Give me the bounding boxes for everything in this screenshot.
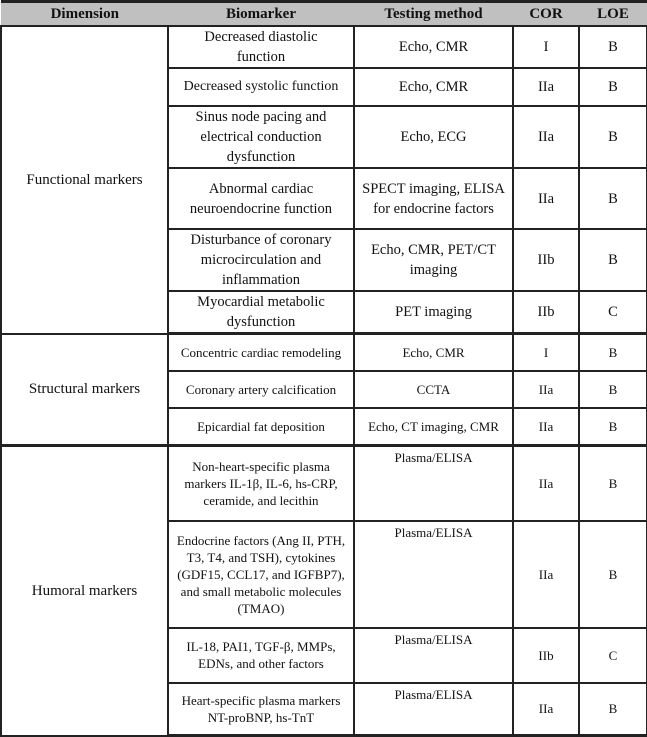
biomarker-cell: Myocardial metabolic dysfunction bbox=[168, 291, 354, 334]
table-body bbox=[1, 26, 647, 736]
header-loe: LOE bbox=[579, 2, 647, 27]
method-cell: Plasma/ELISA bbox=[354, 446, 513, 521]
loe-cell: B bbox=[579, 68, 647, 106]
table-row bbox=[1, 334, 647, 371]
biomarker-cell: Decreased diastolic function bbox=[168, 26, 354, 68]
cor-cell: IIa bbox=[513, 371, 579, 408]
cor-cell: IIa bbox=[513, 446, 579, 521]
loe-cell: B bbox=[579, 371, 647, 408]
method-cell: SPECT imaging, ELISA for endocrine factors bbox=[354, 168, 513, 229]
loe-cell: B bbox=[579, 168, 647, 229]
method-cell: Echo, CMR bbox=[354, 26, 513, 68]
biomarker-cell: Coronary artery calcification bbox=[168, 371, 354, 408]
header-biomarker: Biomarker bbox=[168, 2, 354, 27]
cor-cell: IIa bbox=[513, 168, 579, 229]
header-cor: COR bbox=[513, 2, 579, 27]
loe-cell: B bbox=[579, 229, 647, 291]
method-cell: Echo, CMR bbox=[354, 68, 513, 106]
loe-cell: B bbox=[579, 334, 647, 371]
table-header bbox=[1, 2, 647, 27]
cor-cell: IIb bbox=[513, 291, 579, 334]
method-cell: Plasma/ELISA bbox=[354, 628, 513, 683]
dimension-cell: Functional markers bbox=[1, 26, 168, 334]
biomarker-cell: Non-heart-specific plasma markers IL-1β, IL-6, hs-CRP, ceramide, and lecithin bbox=[168, 446, 354, 521]
loe-cell: C bbox=[579, 628, 647, 683]
method-cell: CCTA bbox=[354, 371, 513, 408]
biomarker-cell: Abnormal cardiac neuroendocrine function bbox=[168, 168, 354, 229]
header-row bbox=[1, 2, 647, 27]
loe-cell: B bbox=[579, 408, 647, 446]
cor-cell: IIa bbox=[513, 521, 579, 628]
loe-cell: B bbox=[579, 446, 647, 521]
method-cell: Echo, CT imaging, CMR bbox=[354, 408, 513, 446]
biomarker-cell: Heart-specific plasma markers NT-proBNP, hs-TnT bbox=[168, 683, 354, 736]
loe-cell: B bbox=[579, 683, 647, 736]
dimension-cell: Humoral markers bbox=[1, 446, 168, 736]
biomarker-cell: IL-18, PAI1, TGF-β, MMPs, EDNs, and other factors bbox=[168, 628, 354, 683]
method-cell: Plasma/ELISA bbox=[354, 683, 513, 736]
cor-cell: IIa bbox=[513, 683, 579, 736]
table-row bbox=[1, 446, 647, 521]
method-cell: Plasma/ELISA bbox=[354, 521, 513, 628]
cor-cell: IIa bbox=[513, 106, 579, 168]
cor-cell: IIb bbox=[513, 229, 579, 291]
method-cell: Echo, ECG bbox=[354, 106, 513, 168]
cor-cell: IIa bbox=[513, 68, 579, 106]
cor-cell: I bbox=[513, 334, 579, 371]
header-dimension: Dimension bbox=[1, 2, 168, 27]
method-cell: PET imaging bbox=[354, 291, 513, 334]
loe-cell: B bbox=[579, 521, 647, 628]
table-row bbox=[1, 26, 647, 68]
cor-cell: IIb bbox=[513, 628, 579, 683]
cor-cell: IIa bbox=[513, 408, 579, 446]
loe-cell: C bbox=[579, 291, 647, 334]
dimension-cell: Structural markers bbox=[1, 334, 168, 446]
loe-cell: B bbox=[579, 106, 647, 168]
loe-cell: B bbox=[579, 26, 647, 68]
method-cell: Echo, CMR bbox=[354, 334, 513, 371]
biomarker-cell: Concentric cardiac remodeling bbox=[168, 334, 354, 371]
biomarker-cell: Decreased systolic function bbox=[168, 68, 354, 106]
cor-cell: I bbox=[513, 26, 579, 68]
biomarker-cell: Disturbance of coronary microcirculation and inflammation bbox=[168, 229, 354, 291]
header-testing-method: Testing method bbox=[354, 2, 513, 27]
method-cell: Echo, CMR, PET/CT imaging bbox=[354, 229, 513, 291]
biomarker-cell: Epicardial fat deposition bbox=[168, 408, 354, 446]
biomarker-cell: Sinus node pacing and electrical conduction dysfunction bbox=[168, 106, 354, 168]
biomarker-cell: Endocrine factors (Ang II, PTH, T3, T4, and TSH), cytokines (GDF15, CCL17, and IGFBP7), and small metabolic molecules (TMAO) bbox=[168, 521, 354, 628]
